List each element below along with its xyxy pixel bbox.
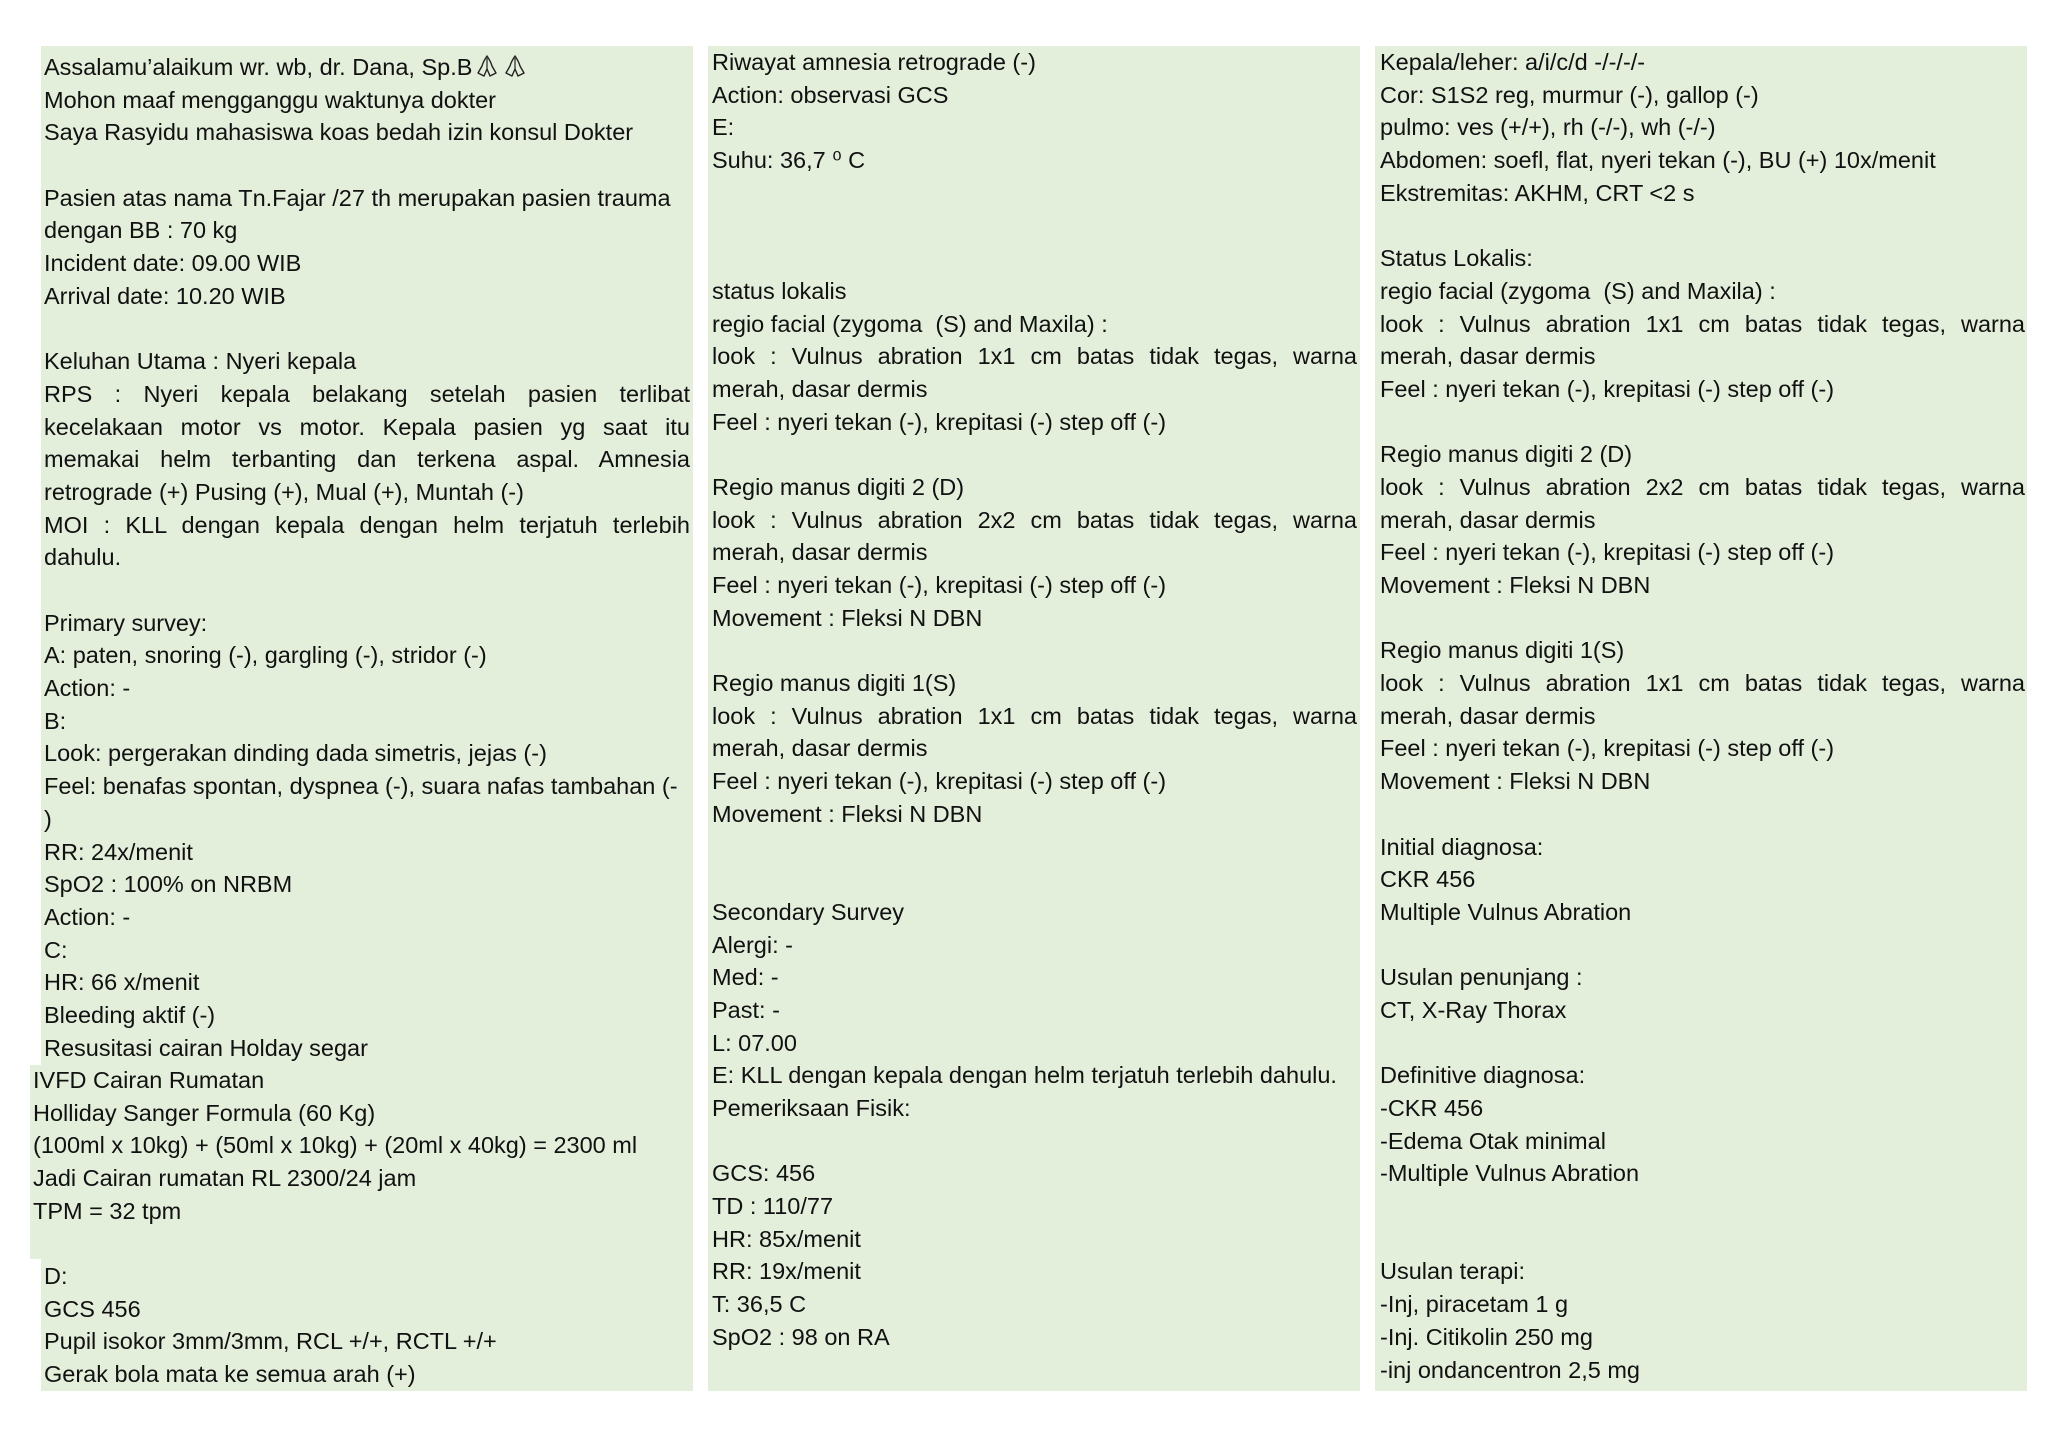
text-line: Bleeding aktif (-) bbox=[44, 1001, 216, 1028]
text-line: Movement : Fleksi N DBN bbox=[1380, 768, 1651, 795]
text-line: -CKR 456 bbox=[1380, 1095, 1484, 1121]
text-line: Feel : nyeri tekan (-), krepitasi (-) step off (-) bbox=[1380, 539, 1835, 566]
column-2-lines bbox=[712, 46, 1357, 1354]
text-line: Action: - bbox=[44, 903, 131, 930]
text-line bbox=[712, 831, 1357, 864]
text-line: merah, dasar dermis bbox=[712, 375, 928, 402]
text-line: -Multiple Vulnus Abration bbox=[1380, 1160, 1640, 1187]
text-line bbox=[712, 1125, 1357, 1158]
greeting-line: Assalamu’alaikum wr. wb, dr. Dana, Sp.B bbox=[44, 51, 690, 84]
d-section bbox=[44, 1260, 690, 1391]
text-line: IVFD Cairan Rumatan bbox=[33, 1067, 265, 1093]
text-line bbox=[712, 209, 1357, 242]
text-line: RR: 19x/menit bbox=[712, 1258, 861, 1285]
text-line: Action: observasi GCS bbox=[712, 81, 949, 108]
text-line: Holliday Sanger Formula (60 Kg) bbox=[33, 1099, 376, 1126]
text-line: regio facial (zygoma (S) and Maxila) : bbox=[712, 310, 1108, 337]
text-line: memakai helm terbanting dan terkena aspal. Amnesia bbox=[44, 446, 690, 473]
text-line: -Inj, piracetam 1 g bbox=[1380, 1291, 1569, 1318]
text-line: merah, dasar dermis bbox=[1380, 506, 1596, 533]
text-line: Abdomen: soefl, flat, nyeri tekan (-), BU (+) 10x/menit bbox=[1380, 147, 1936, 174]
text-line bbox=[712, 242, 1357, 275]
d-lines bbox=[44, 1260, 690, 1391]
text-line: Arrival date: 10.20 WIB bbox=[44, 282, 286, 309]
text-line: E: KLL dengan kepala dengan helm terjatuh terlebih dahulu. bbox=[712, 1062, 1337, 1089]
text-line: look : Vulnus abration 1x1 cm batas tidak tegas, warna bbox=[1380, 310, 2025, 337]
text-line: Pupil isokor 3mm/3mm, RCL +/+, RCTL +/+ bbox=[44, 1328, 497, 1355]
text-line: dengan BB : 70 kg bbox=[44, 217, 238, 244]
text-line: TPM = 32 tpm bbox=[33, 1197, 182, 1224]
text-line: regio facial (zygoma (S) and Maxila) : bbox=[1380, 277, 1776, 304]
text-line: merah, dasar dermis bbox=[712, 539, 928, 566]
text-line: ) bbox=[44, 805, 52, 832]
text-line: Status Lokalis: bbox=[1380, 245, 1533, 272]
text-line: Look: pergerakan dinding dada simetris, jejas (-) bbox=[44, 740, 547, 767]
text-line: merah, dasar dermis bbox=[1380, 343, 1596, 370]
text-line bbox=[712, 177, 1357, 210]
text-line: Multiple Vulnus Abration bbox=[1380, 898, 1632, 925]
text-line bbox=[1380, 1027, 2025, 1060]
text-line bbox=[1380, 1190, 2025, 1223]
text-line: Feel : nyeri tekan (-), krepitasi (-) step off (-) bbox=[712, 408, 1167, 435]
text-line: CKR 456 bbox=[1380, 866, 1476, 893]
text-line bbox=[44, 149, 690, 182]
text-line: Kepala/leher: a/i/c/d -/-/-/- bbox=[1380, 49, 1646, 75]
text-line: Alergi: - bbox=[712, 931, 793, 958]
text-line: -Inj. Citikolin 250 mg bbox=[1380, 1323, 1593, 1350]
folded-hands-icon bbox=[502, 53, 528, 79]
text-line: kecelakaan motor vs motor. Kepala pasien yg saat itu bbox=[44, 413, 690, 440]
text-line: Regio manus digiti 2 (D) bbox=[1380, 441, 1633, 468]
text-line: Cor: S1S2 reg, murmur (-), gallop (-) bbox=[1380, 81, 1759, 108]
text-line: Usulan penunjang : bbox=[1380, 964, 1583, 991]
text-line: merah, dasar dermis bbox=[1380, 702, 1596, 729]
text-line: HR: 85x/menit bbox=[712, 1225, 861, 1252]
text-line: Action: - bbox=[44, 675, 131, 702]
text-line: Jadi Cairan rumatan RL 2300/24 jam bbox=[33, 1165, 417, 1192]
text-line: Initial diagnosa: bbox=[1380, 833, 1544, 860]
text-line: Movement : Fleksi N DBN bbox=[1380, 572, 1651, 598]
text-line: B: bbox=[44, 707, 67, 734]
text-line: Regio manus digiti 2 (D) bbox=[712, 473, 965, 500]
text-line: Feel : nyeri tekan (-), krepitasi (-) step off (-) bbox=[712, 768, 1167, 795]
text-line: RR: 24x/menit bbox=[44, 838, 193, 865]
text-line: Pemeriksaan Fisik: bbox=[712, 1095, 911, 1121]
text-line: GCS: 456 bbox=[712, 1160, 816, 1187]
text-line bbox=[1380, 798, 2025, 831]
text-line: Saya Rasyidu mahasiswa koas bedah izin konsul Dokter bbox=[44, 119, 634, 146]
text-line: (100ml x 10kg) + (50ml x 10kg) + (20ml x 40kg) = 2300 ml bbox=[33, 1132, 638, 1159]
text-line bbox=[1380, 406, 2025, 439]
text-line: Movement : Fleksi N DBN bbox=[712, 604, 983, 631]
text-line: merah, dasar dermis bbox=[712, 735, 928, 762]
text-line: E: bbox=[712, 114, 735, 141]
text-line: look : Vulnus abration 2x2 cm batas tidak tegas, warna bbox=[712, 506, 1357, 533]
text-line: Regio manus digiti 1(S) bbox=[712, 670, 957, 697]
text-line: Feel : nyeri tekan (-), krepitasi (-) step off (-) bbox=[1380, 375, 1835, 402]
text-line: look : Vulnus abration 1x1 cm batas tidak tegas, warna bbox=[712, 343, 1357, 370]
text-line bbox=[712, 634, 1357, 667]
ivfd-section bbox=[33, 1064, 693, 1227]
text-line: look : Vulnus abration 1x1 cm batas tidak tegas, warna bbox=[712, 702, 1357, 729]
folded-hands-icon bbox=[474, 53, 500, 79]
text-line bbox=[712, 438, 1357, 471]
text-line: D: bbox=[44, 1263, 68, 1289]
text-line bbox=[1380, 602, 2025, 635]
ivfd-lines bbox=[33, 1064, 693, 1227]
text-line: SpO2 : 100% on NRBM bbox=[44, 871, 293, 898]
text-line: Med: - bbox=[712, 964, 779, 991]
text-line bbox=[44, 574, 690, 607]
text-line: Incident date: 09.00 WIB bbox=[44, 250, 302, 277]
text-line: Feel : nyeri tekan (-), krepitasi (-) step off (-) bbox=[712, 572, 1167, 598]
text-line: Pasien atas nama Tn.Fajar /27 th merupakan pasien trauma bbox=[44, 184, 671, 211]
column-1-lines bbox=[44, 84, 690, 1065]
text-line: Keluhan Utama : Nyeri kepala bbox=[44, 348, 357, 375]
text-line: Definitive diagnosa: bbox=[1380, 1062, 1586, 1089]
column-3-text bbox=[1380, 46, 2025, 1386]
text-line: Movement : Fleksi N DBN bbox=[712, 800, 983, 827]
text-line bbox=[1380, 1223, 2025, 1256]
text-line: Secondary Survey bbox=[712, 898, 905, 925]
column-1-text bbox=[44, 51, 690, 1064]
text-line: Past: - bbox=[712, 996, 780, 1023]
text-line: look : Vulnus abration 1x1 cm batas tidak tegas, warna bbox=[1380, 670, 2025, 697]
text-line: MOI : KLL dengan kepala dengan helm terjatuh terlebih bbox=[44, 511, 690, 538]
text-line bbox=[44, 313, 690, 346]
text-line: T: 36,5 C bbox=[712, 1291, 807, 1318]
text-line: Resusitasi cairan Holday segar bbox=[44, 1034, 368, 1061]
text-line: Feel : nyeri tekan (-), krepitasi (-) step off (-) bbox=[1380, 735, 1835, 762]
text-line: status lokalis bbox=[712, 277, 847, 304]
text-line: RPS : Nyeri kepala belakang setelah pasien terlibat bbox=[44, 380, 690, 407]
text-line: Suhu: 36,7 ⁰ C bbox=[712, 147, 866, 174]
text-line: Mohon maaf mengganggu waktunya dokter bbox=[44, 86, 497, 113]
text-line: Gerak bola mata ke semua arah (+) bbox=[44, 1361, 416, 1388]
text-line: look : Vulnus abration 2x2 cm batas tidak tegas, warna bbox=[1380, 473, 2025, 500]
text-line: Riwayat amnesia retrograde (-) bbox=[712, 49, 1036, 75]
text-line bbox=[712, 863, 1357, 896]
text-line: Usulan terapi: bbox=[1380, 1258, 1525, 1285]
column-2-text bbox=[712, 46, 1357, 1354]
text-line: -inj ondancentron 2,5 mg bbox=[1380, 1356, 1640, 1383]
text-line: -Edema Otak minimal bbox=[1380, 1127, 1606, 1154]
text-line: C: bbox=[44, 936, 68, 963]
text-line: GCS 456 bbox=[44, 1295, 141, 1322]
text-line: TD : 110/77 bbox=[712, 1193, 834, 1220]
text-line: Ekstremitas: AKHM, CRT <2 s bbox=[1380, 179, 1695, 206]
text-line: Primary survey: bbox=[44, 609, 208, 636]
text-line: SpO2 : 98 on RA bbox=[712, 1323, 890, 1350]
text-line: HR: 66 x/menit bbox=[44, 969, 200, 996]
column-3-lines bbox=[1380, 46, 2025, 1386]
text-line: CT, X-Ray Thorax bbox=[1380, 996, 1567, 1023]
text-line: dahulu. bbox=[44, 544, 122, 571]
text-line: Feel: benafas spontan, dyspnea (-), suara nafas tambahan (- bbox=[44, 773, 678, 800]
text-line bbox=[1380, 209, 2025, 242]
text-line: Regio manus digiti 1(S) bbox=[1380, 637, 1625, 664]
text-line: L: 07.00 bbox=[712, 1029, 797, 1056]
text-line: pulmo: ves (+/+), rh (-/-), wh (-/-) bbox=[1380, 114, 1716, 141]
text-line: A: paten, snoring (-), gargling (-), stridor (-) bbox=[44, 642, 487, 669]
text-line: retrograde (+) Pusing (+), Mual (+), Muntah (-) bbox=[44, 478, 524, 505]
text-line bbox=[1380, 929, 2025, 962]
